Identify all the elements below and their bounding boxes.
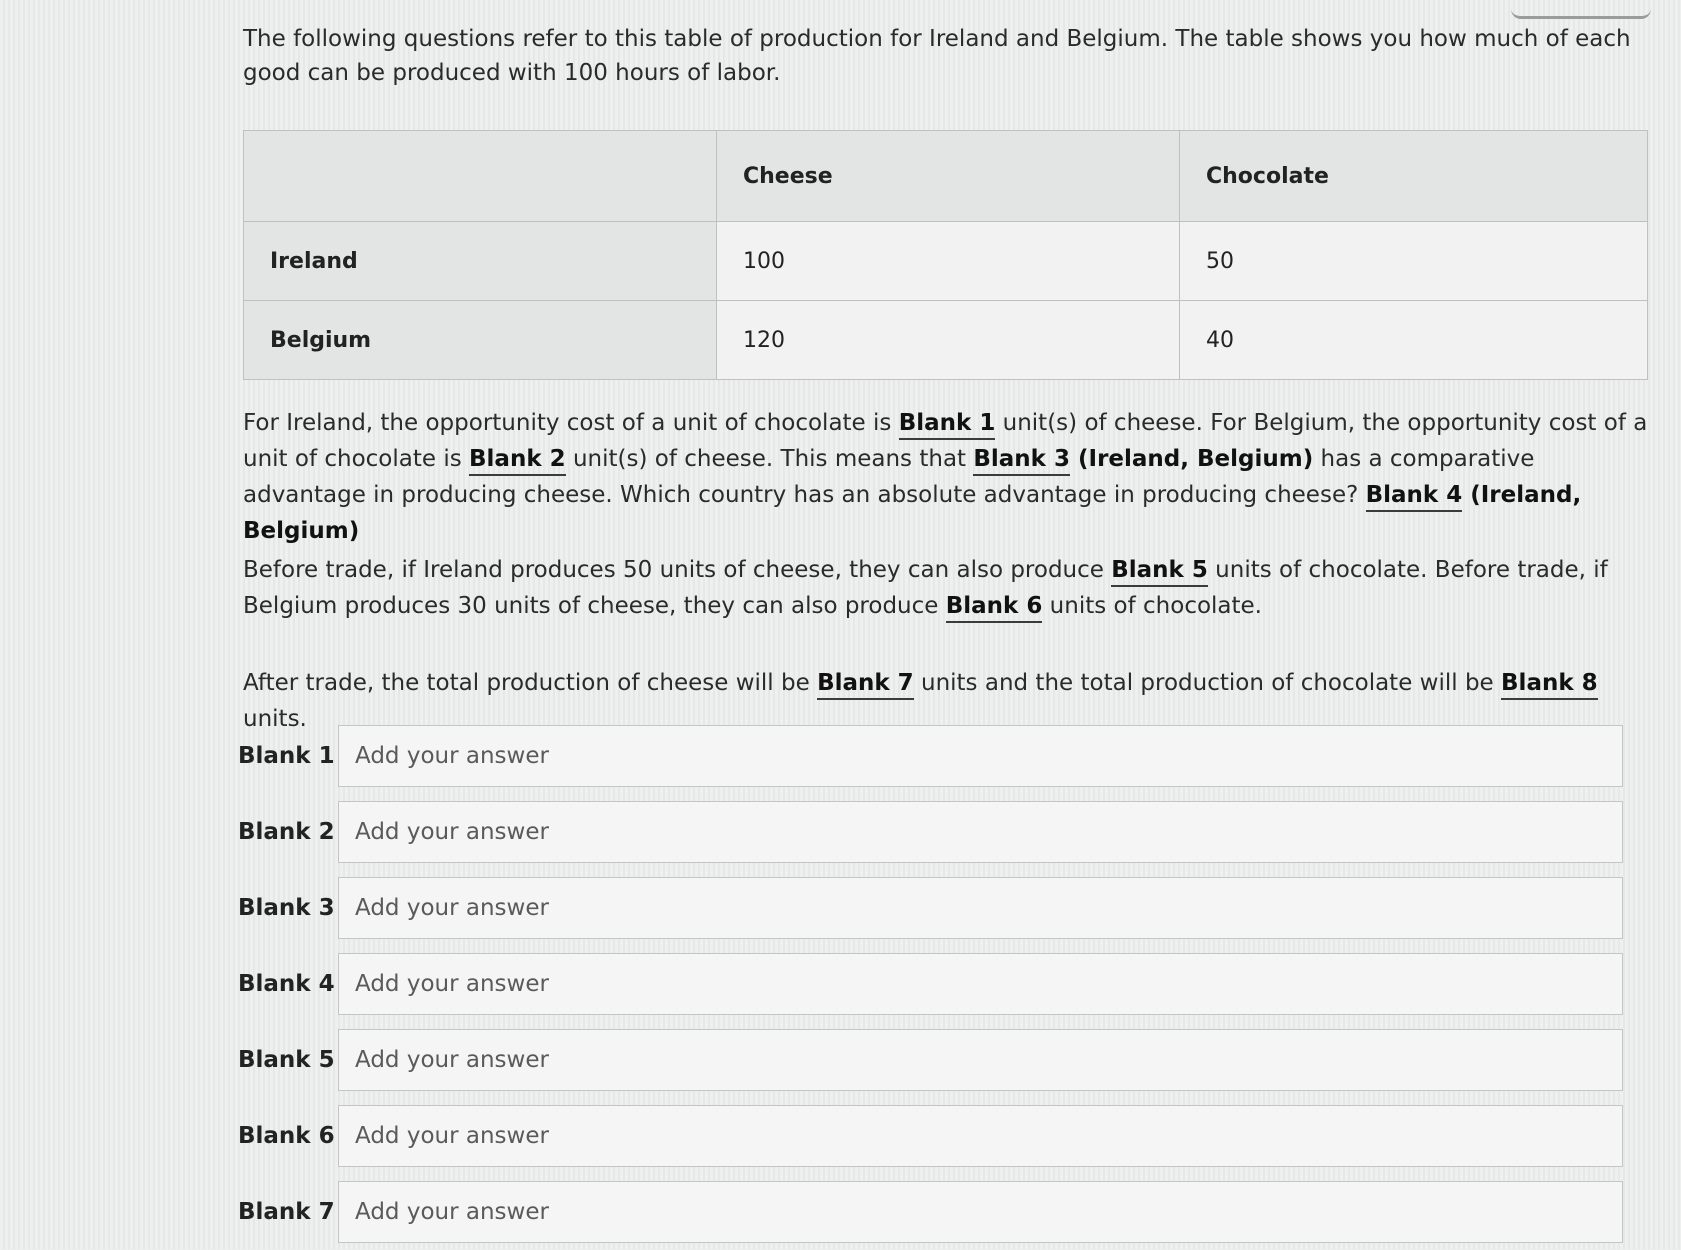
blank-6-input[interactable] [338,1105,1623,1167]
blank-3-input[interactable] [338,877,1623,939]
table-cell-chocolate: 40 [1180,301,1648,380]
paragraph-text: units of chocolate. [1042,593,1262,619]
table-header-row [244,131,1648,222]
blank-4-input[interactable] [338,953,1623,1015]
production-table [243,130,1648,380]
answer-label: Blank 1 [238,743,335,769]
blank-3-options: (Ireland, Belgium) [1070,446,1314,472]
answer-row-blank-2 [238,794,1623,870]
table-cell-cheese: 100 [717,222,1180,301]
question-paragraph-2 [243,552,1663,624]
blank-8-marker: Blank 8 [1501,670,1598,700]
question-paragraph-1 [243,405,1663,549]
paragraph-text: units and the total production of chocolate will be [913,670,1502,696]
blank-7-input[interactable] [338,1181,1623,1243]
blank-5-input[interactable] [338,1029,1623,1091]
table-cell-chocolate: 50 [1180,222,1648,301]
answer-row-blank-6 [238,1098,1623,1174]
blank-6-marker: Blank 6 [946,593,1043,623]
blank-2-input[interactable] [338,801,1623,863]
paragraph-text: unit(s) of cheese. This means that [565,446,974,472]
paragraph-text: After trade, the total production of cheese will be [243,670,818,696]
answer-row-blank-7 [238,1174,1623,1250]
blank-5-marker: Blank 5 [1111,557,1208,587]
answer-label: Blank 2 [238,819,335,845]
table-header-empty [244,131,717,222]
table-header-chocolate: Chocolate [1180,131,1648,222]
paragraph-text: units. [243,706,307,732]
answer-label: Blank 4 [238,971,335,997]
blank-4-options: (Ireland, Belgium) [243,482,1582,544]
answer-fields [238,718,1623,1250]
table-row [244,301,1648,380]
screen-edge-decoration [1511,6,1651,19]
answer-label: Blank 3 [238,895,335,921]
table-cell-cheese: 120 [717,301,1180,380]
answer-row-blank-1 [238,718,1623,794]
blank-1-marker: Blank 1 [899,410,996,440]
answer-label: Blank 5 [238,1047,335,1073]
table-header-cheese: Cheese [717,131,1180,222]
answer-label: Blank 6 [238,1123,335,1149]
table-row-country: Ireland [244,222,717,301]
paragraph-text: has a comparative advantage in producing cheese. Which country has an absolute advantage in producing cheese? [243,446,1535,508]
answer-row-blank-3 [238,870,1623,946]
answer-label: Blank 7 [238,1199,335,1225]
table-row-country: Belgium [244,301,717,380]
table-row [244,222,1648,301]
intro-text: The following questions refer to this table of production for Ireland and Belgium. The table shows you how much of each good can be produced with 100 hours of labor. [243,26,1631,86]
paragraph-text: For Ireland, the opportunity cost of a unit of chocolate is [243,410,899,436]
paragraph-text: units of chocolate. Before trade, if Belgium produces 30 units of cheese, they can also produce [243,557,1608,619]
blank-3-marker: Blank 3 [973,446,1070,476]
blank-2-marker: Blank 2 [469,446,566,476]
paragraph-text: unit(s) of cheese. For Belgium, the opportunity cost of a unit of chocolate is [243,410,1648,472]
paragraph-text: Before trade, if Ireland produces 50 units of cheese, they can also produce [243,557,1112,583]
answer-row-blank-4 [238,946,1623,1022]
answer-row-blank-5 [238,1022,1623,1098]
blank-4-marker: Blank 4 [1366,482,1463,512]
blank-7-marker: Blank 7 [817,670,914,700]
blank-1-input[interactable] [338,725,1623,787]
